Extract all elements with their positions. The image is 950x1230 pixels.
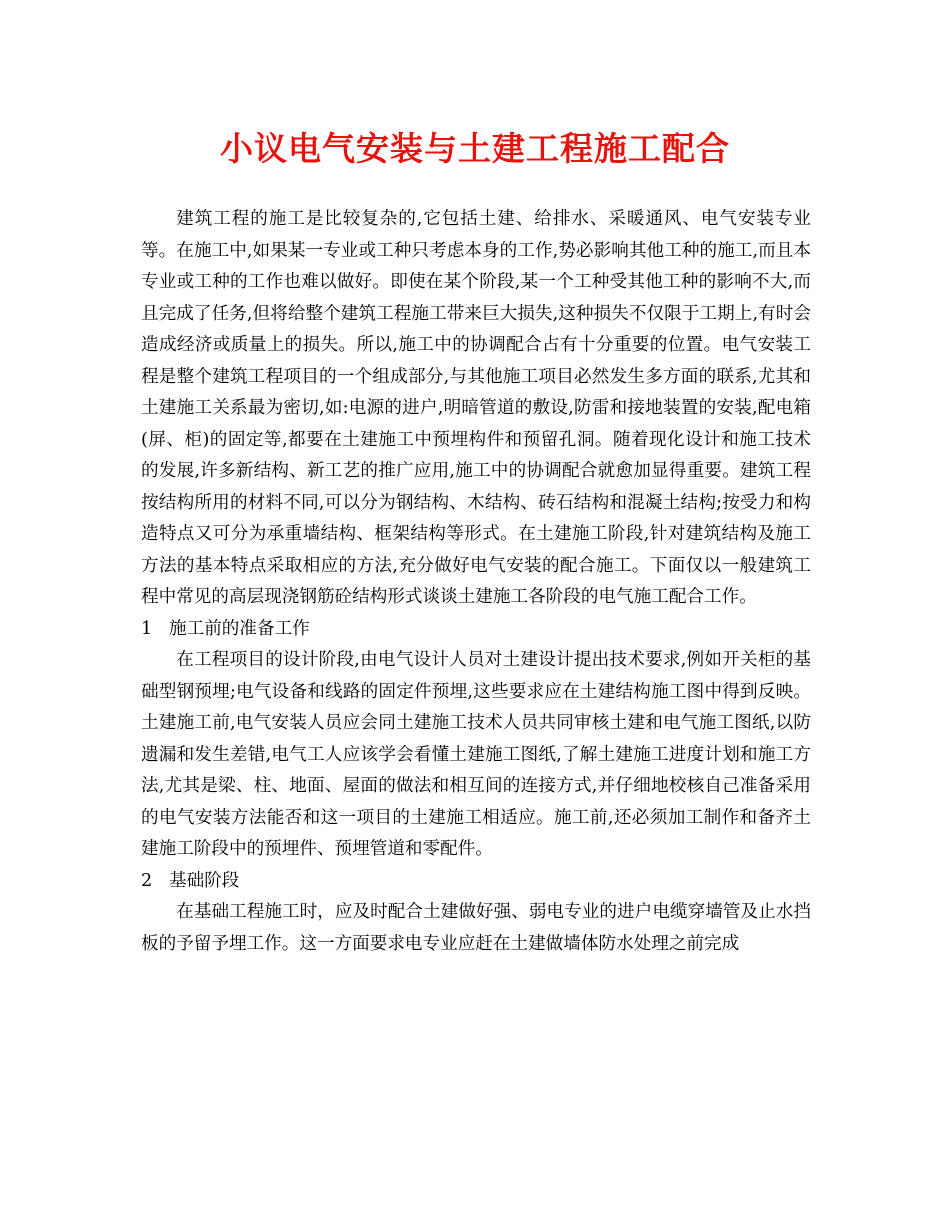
section-2-paragraph: 在基础工程施工时，应及时配合土建做好强、弱电专业的进户电缆穿墙管及止水挡板的予留予埋工作。这一方面要求电专业应赶在土建做墙体防水处理之前完成 [141,902,811,954]
document-body [141,204,811,960]
document-title: 小议电气安装与土建工程施工配合 [220,129,730,168]
section-2-title: 基础阶段 [169,870,240,891]
section-1-number: 1 [141,618,153,639]
section-2-heading [141,866,811,898]
intro-paragraph: 建筑工程的施工是比较复杂的,它包括土建、给排水、采暖通风、电气安装专业等。在施工中,如果某一专业或工种只考虑本身的工作,势必影响其他工种的施工,而且本专业或工种的工作也难以做好。即使在某个阶段,某一个工种受其他工种的影响不大,而且完成了任务,但将给整个建筑工程施工带来巨大损失,这种损失不仅限于工期上,有时会造成经济或质量上的损失。所以,施工中的协调配合占有十分重要的位置。电气安装工程是整个建筑工程项目的一个组成部分,与其他施工项目必然发生多方面的联系,尤其和土建施工关系最为密切,如:电源的进户,明暗管道的敷设,防雷和接地装置的安装,配电箱(屏、柜)的固定等,都要在土建施工中预埋构件和预留孔洞。随着现化设计和施工技术的发展,许多新结构、新工艺的推广应用,施工中的协调配合就愈加显得重要。建筑工程按结构所用的材料不同,可以分为钢结构、木结构、砖石结构和混凝土结构;按受力和构造特点又可分为承重墙结构、框架结构等形式。在土建施工阶段,针对建筑结构及施工方法的基本特点采取相应的方法,充分做好电气安装的配合施工。下面仅以一般建筑工程中常见的高层现浇钢筋砼结构形式谈谈土建施工各阶段的电气施工配合工作。 [141,209,811,607]
section-2-number: 2 [141,870,153,891]
section-1-paragraph: 在工程项目的设计阶段,由电气设计人员对土建设计提出技术要求,例如开关柜的基础型钢预埋;电气设备和线路的固定件预埋,这些要求应在土建结构施工图中得到反映。土建施工前,电气安装人员应会同土建施工技术人员共同审核土建和电气施工图纸,以防遗漏和发生差错,电气工人应该学会看懂土建施工图纸,了解土建施工进度计划和施工方法,尤其是梁、柱、地面、屋面的做法和相互间的连接方式,并仔细地校核自己准备采用的电气安装方法能否和这一项目的土建施工相适应。施工前,还必须加工制作和备齐土建施工阶段中的预埋件、预埋管道和零配件。 [141,650,811,859]
section-1-title: 施工前的准备工作 [169,618,310,639]
section-1-heading [141,614,811,646]
